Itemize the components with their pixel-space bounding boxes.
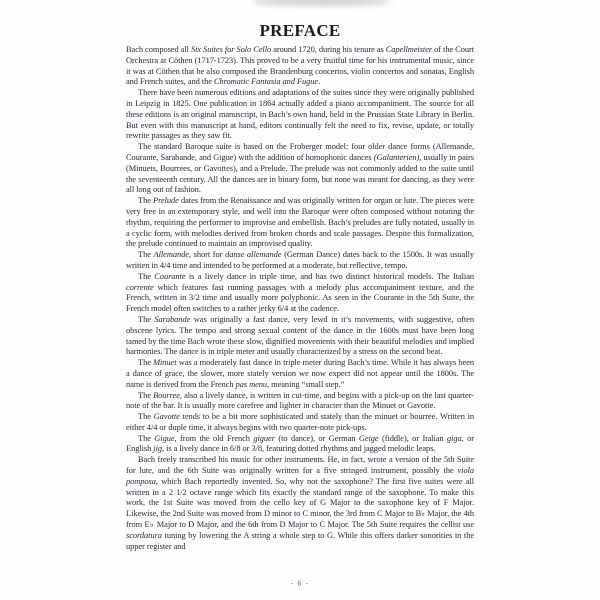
paragraph: The Prelude dates from the Renaissance and was originally written for organ or lute. The pieces were very free in an extemporary style, and well into the Baroque were often composed without notating the rhythm, requiring the performer to improvise and embellish. Bach’s preludes are fully notated, usually in a cyclic form, with melodies derived from broken chords and scale passages. Despite this formalization, the prelude continued to maintain an improvised quality. [126, 196, 474, 249]
paragraph: The Courante is a lively dance in triple time, and has two distinct historical models. The Italian corrente which features fast running passages with a melody plus accompaniment texture, and the French, written in 3/2 time and usually more polyphonic. As seen in the Courante in the 5th Suite, the French model often switches to a rather jerky 6/4 at the cadence. [126, 271, 474, 314]
paragraph: The standard Baroque suite is based on the Froberger model: four older dance forms (Allemande, Courante, Sarabande, and Gigue) with the addition of homophonic dances (Galanterien), usually in pairs (Minuets, Bourrees, or Gavottes), and a Prelude. The prelude was not commonly added to the suite until the seventeenth century. All the dances are in binary form, but none was meant for dancing, as they were all long out of fashion. [126, 142, 474, 195]
paragraph: Bach composed all Six Suites for Solo Cello around 1720, during his tenure as Capellmeister of the Court Orchestra at Cöthen (1717-1723). This proved to be a very fruitful time for his instrumental music, since it was at Cöthen that he also composed the Brandenburg concertos, violin concertos and sonatas, English and French suites, and the Chromatic Fantasia and Fugue. [126, 45, 475, 87]
paragraph: The Gigue, from the old French giguer (to dance), or German Geige (fiddle), or Italian giga, or English jig, is a lively dance in 6/8 or 3/8, featuring dotted rhythms and jagged melodic leaps. [126, 433, 475, 454]
preface-text [126, 45, 474, 552]
paragraph: The Sarabande was originally a fast dance, very lewd in it’s movements, with suggestive, often obscene lyrics. The tempo and strong sexual content of the dance in the 1600s must have been long tamed by the time Bach wrote these slow, dignified movements with their beautiful melodies and implied harmonies. The dance is in triple meter and usually characterized by a stress on the second beat. [126, 314, 474, 357]
scan-artifact [252, 0, 392, 6]
paragraph: The Minuet was a moderately fast dance in triple meter during Bach’s time. While it has always been a dance of grace, the slower, more stately version we now expect did not appear until the 1800s. The name is derived from the French pas menu, meaning “small step.” [126, 358, 474, 389]
page-number: - 6 - [290, 579, 310, 588]
paragraph: The Allemande, short for danse allemande (German Dance) dates back to the 1500s. It was usually written in 4/4 time and intended to be performed at a moderate, but reflective, tempo. [126, 250, 474, 270]
page-title: PREFACE [259, 21, 341, 40]
paragraph: There have been numerous editions and adaptations of the suites since they were originally published in Leipzig in 1825. One publication in 1864 actually added a piano accompaniment. The source for all these editions is an original manuscript, in Bach’s own hand, held in the Prussian State Library in Berlin. But even with this manuscript at hand, editors continually felt the need to fix, revise, update, or totally rewrite passages as they saw fit. [126, 88, 474, 141]
paragraph: Bach freely transcribed his music for other instruments. He, in fact, wrote a version of the 5th Suite for lute, and the 6th Suite was originally written for a five stringed instrument, possibly the viola pomposa, which Bach reportedly invented. So, why not the saxophone? The first five suites were all written in a 2 1/2 octave range which fits exactly the standard range of the saxophone. To make this work, the 1st Suite was moved from the cello key of G Major to the saxophone key of F Major. Likewise, the 2nd Suite was moved from D minor to C minor, the 3rd from C Major to B♭ Major, the 4th from E♭ Major to D Major, and the 6th from D Major to C Major. The 5th Suite requires the cellist use scordatura tuning by lowering the A string a whole step to G. While this offers darker sonorities in the upper register and [126, 455, 474, 551]
paragraph: The Bourree, also a lively dance, is written in cut-time, and begins with a pick-up on the last quarter-note of the bar. It is usually more carefree and lighter in character than the Minuet or Gavotte. [126, 390, 474, 411]
paragraph: The Gavotte tends to be a bit more sophisticated and stately than the minuet or bourree. Written in either 4/4 or duple time, it always begins with two quarter-note pick-ups. [126, 412, 475, 432]
